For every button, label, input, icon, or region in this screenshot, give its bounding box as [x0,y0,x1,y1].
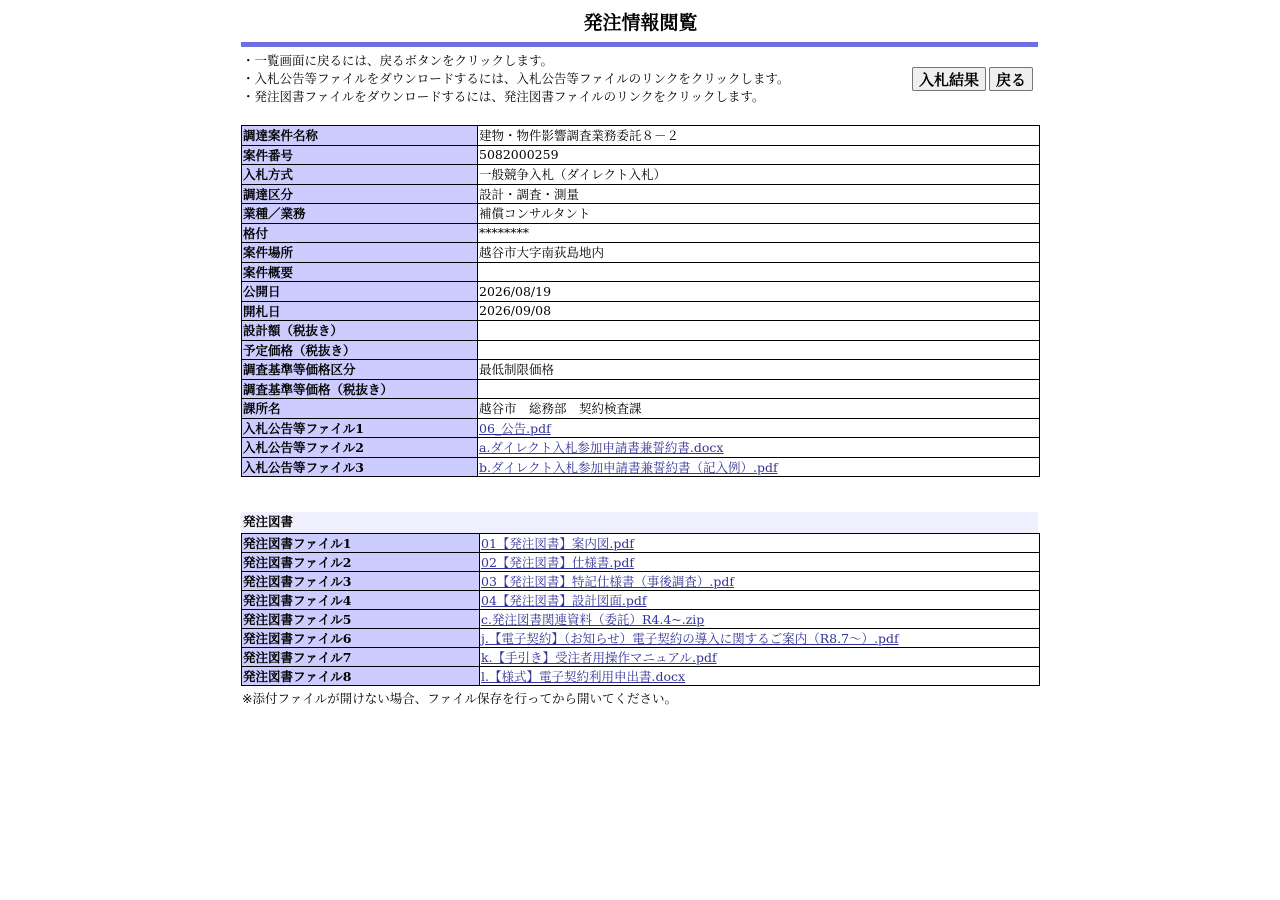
info-value [478,321,1040,341]
drawing-value-cell [480,667,1040,686]
drawings-section-heading: 発注図書 [241,512,1038,533]
table-row [242,610,1040,629]
drawing-value-cell [480,534,1040,553]
info-value: 補償コンサルタント [478,204,1040,224]
page-title: 発注情報閲覧 [583,12,698,34]
info-value: 建物・物件影響調査業務委託８－２ [478,126,1040,146]
footer-note: ※添付ファイルが開けない場合、ファイル保存を行ってから開いてください。 [242,691,677,706]
drawing-value-cell [480,648,1040,667]
info-label: 予定価格（税抜き） [242,340,478,360]
drawing-label: 発注図書ファイル8 [242,667,480,686]
table-row [242,457,1040,477]
info-value [478,262,1040,282]
page-container [241,0,1040,707]
instructions-area [241,47,1040,125]
info-value [478,379,1040,399]
drawing-label: 発注図書ファイル5 [242,610,480,629]
back-button[interactable]: 戻る [989,67,1033,91]
file-download-link[interactable]: k.【手引き】受注者用操作マニュアル.pdf [481,650,717,665]
bid-result-button[interactable]: 入札結果 [912,67,986,91]
info-label: 案件概要 [242,262,478,282]
instruction-item: ・入札公告等ファイルをダウンロードするには、入札公告等ファイルのリンクをクリックします。 [242,71,790,86]
drawing-value-cell [480,629,1040,648]
table-row [242,243,1040,263]
file-download-link[interactable]: l.【様式】電子契約利用申出書.docx [481,669,686,684]
info-label: 業種／業務 [242,204,478,224]
drawing-value-cell [480,553,1040,572]
table-row [242,282,1040,302]
drawings-body [242,534,1040,686]
table-row [242,648,1040,667]
info-label: 入札公告等ファイル1 [242,418,478,438]
table-row [242,321,1040,341]
info-value: 5082000259 [478,145,1040,165]
table-row [242,438,1040,458]
info-label: 開札日 [242,301,478,321]
file-download-link[interactable]: 01【発注図書】案内図.pdf [481,536,635,551]
info-value: 2026/08/19 [478,282,1040,302]
instruction-item: ・発注図書ファイルをダウンロードするには、発注図書ファイルのリンクをクリックします。 [242,89,765,104]
table-row [242,145,1040,165]
info-label: 格付 [242,223,478,243]
info-label: 入札公告等ファイル2 [242,438,478,458]
drawing-label: 発注図書ファイル1 [242,534,480,553]
table-row [242,340,1040,360]
table-row [242,553,1040,572]
table-row [242,204,1040,224]
order-info-body [242,126,1040,477]
info-value: 設計・調査・測量 [478,184,1040,204]
file-download-link[interactable]: 03【発注図書】特記仕様書（事後調査）.pdf [481,574,735,589]
table-row [242,262,1040,282]
table-row [242,223,1040,243]
table-row [242,165,1040,185]
info-label: 案件番号 [242,145,478,165]
info-value: 越谷市大字南荻島地内 [478,243,1040,263]
info-value-cell [478,438,1040,458]
drawing-label: 発注図書ファイル6 [242,629,480,648]
info-label: 課所名 [242,399,478,419]
drawings-table [241,533,1040,686]
info-label: 調査基準等価格（税抜き） [242,379,478,399]
table-row [242,399,1040,419]
action-buttons [912,67,1033,91]
drawing-label: 発注図書ファイル7 [242,648,480,667]
table-row [242,534,1040,553]
info-label: 調達区分 [242,184,478,204]
table-row [242,629,1040,648]
info-label: 設計額（税抜き） [242,321,478,341]
table-row [242,379,1040,399]
table-row [242,126,1040,146]
info-value: 最低制限価格 [478,360,1040,380]
table-row [242,591,1040,610]
drawing-value-cell [480,572,1040,591]
table-row [242,301,1040,321]
table-row [242,184,1040,204]
table-row [242,360,1040,380]
drawing-label: 発注図書ファイル3 [242,572,480,591]
info-label: 調達案件名称 [242,126,478,146]
drawing-value-cell [480,591,1040,610]
order-info-table [241,125,1040,477]
file-download-link[interactable]: 04【発注図書】設計図面.pdf [481,593,647,608]
info-label: 入札公告等ファイル3 [242,457,478,477]
info-label: 案件場所 [242,243,478,263]
file-download-link[interactable]: a.ダイレクト入札参加申請書兼誓約書.docx [479,440,724,456]
info-value [478,340,1040,360]
info-label: 公開日 [242,282,478,302]
table-row [242,572,1040,591]
file-download-link[interactable]: b.ダイレクト入札参加申請書兼誓約書（記入例）.pdf [479,459,778,475]
drawing-label: 発注図書ファイル4 [242,591,480,610]
table-row [242,418,1040,438]
file-download-link[interactable]: 06_公告.pdf [479,420,551,436]
instructions-list [242,52,789,106]
info-value-cell [478,457,1040,477]
file-download-link[interactable]: c.発注図書関連資料（委託）R4.4~.zip [481,612,705,627]
info-value: 一般競争入札（ダイレクト入札） [478,165,1040,185]
info-value: ******** [478,223,1040,243]
file-download-link[interactable]: 02【発注図書】仕様書.pdf [481,555,635,570]
info-value: 2026/09/08 [478,301,1040,321]
file-download-link[interactable]: j.【電子契約】（お知らせ）電子契約の導入に関するご案内（R8.7～）.pdf [481,631,899,646]
table-row [242,667,1040,686]
drawing-label: 発注図書ファイル2 [242,553,480,572]
info-label: 調査基準等価格区分 [242,360,478,380]
info-value: 越谷市 総務部 契約検査課 [478,399,1040,419]
instruction-item: ・一覧画面に戻るには、戻るボタンをクリックします。 [242,53,554,68]
info-value-cell [478,418,1040,438]
drawing-value-cell [480,610,1040,629]
info-label: 入札方式 [242,165,478,185]
